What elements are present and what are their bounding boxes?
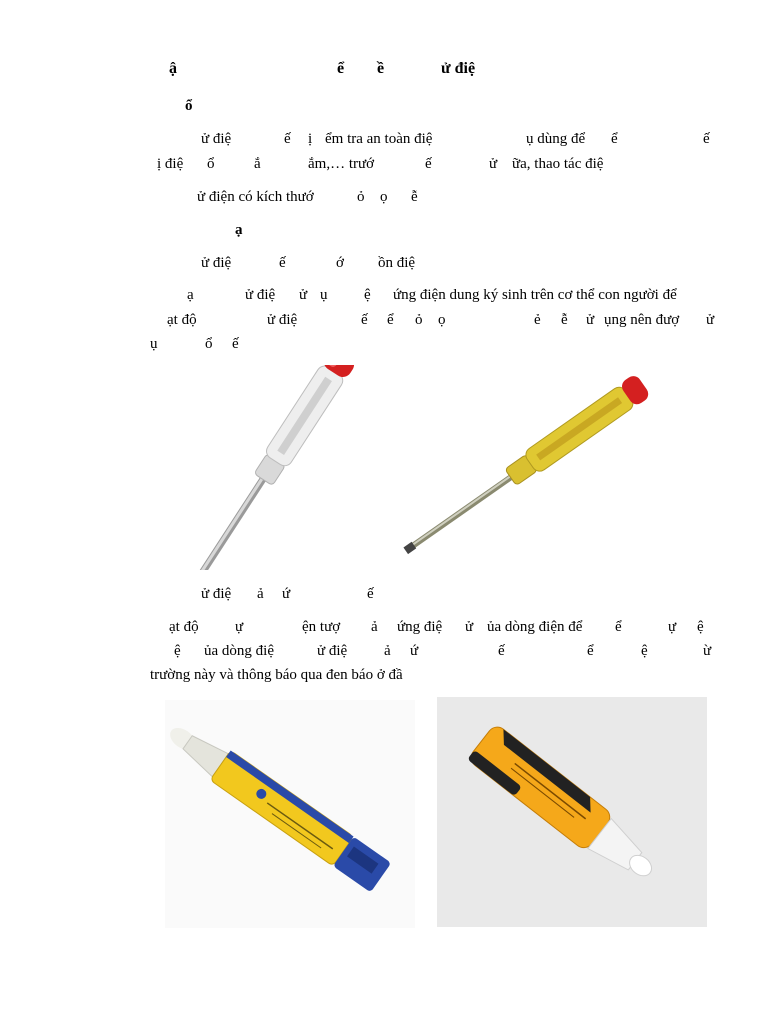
text-fragment: ụ dùng để xyxy=(526,131,586,147)
text-fragment: ạ xyxy=(187,287,194,303)
text-fragment: ẻ xyxy=(534,312,541,328)
text-fragment: ử điệ xyxy=(245,287,276,303)
text-fragment: ểm tra an toàn điệ xyxy=(325,131,433,147)
text-fragment: ổ xyxy=(205,336,213,352)
text-fragment: ắ xyxy=(254,156,261,172)
text-fragment: ụng nên đượ xyxy=(604,312,680,328)
text-fragment: ổ xyxy=(207,156,215,172)
text-fragment: ủa dòng điện để xyxy=(487,619,583,635)
text-fragment: ế xyxy=(703,131,710,147)
text-fragment: ị điệ xyxy=(157,156,184,172)
text-fragment: ế xyxy=(367,586,374,602)
title-fragment-1: ậ xyxy=(169,60,177,77)
yellow-screwdriver-tester-image xyxy=(395,370,665,560)
text-fragment: ủa dòng điệ xyxy=(204,643,274,659)
text-fragment: ế xyxy=(284,131,291,147)
text-fragment: ọ xyxy=(438,312,446,328)
text-fragment: ụ xyxy=(150,336,158,352)
text-fragment: ự xyxy=(668,619,677,635)
text-fragment: ể xyxy=(611,131,618,147)
text-fragment: ọ xyxy=(380,189,388,205)
text-fragment: ả xyxy=(257,586,264,602)
orange-black-voltage-pen-image xyxy=(437,697,707,927)
text-fragment: ị xyxy=(308,131,313,147)
text-fragment: ế xyxy=(279,255,286,271)
text-fragment: ử xyxy=(706,312,715,328)
text-fragment: ỏ xyxy=(357,189,365,205)
text-fragment: ế xyxy=(425,156,432,172)
text-fragment: ử xyxy=(299,287,308,303)
yellow-blue-voltage-pen-image xyxy=(165,700,415,928)
text-fragment: ệ xyxy=(641,643,648,659)
text-fragment: ỏ xyxy=(415,312,423,328)
text-fragment: ử xyxy=(489,156,498,172)
text-fragment: ử xyxy=(586,312,595,328)
text-fragment: ệ xyxy=(364,287,371,303)
section-heading-1: ổ xyxy=(185,98,193,114)
text-fragment: ồn điệ xyxy=(378,255,416,271)
text-fragment: ử điện có kích thướ xyxy=(197,189,314,205)
text-fragment: ử điệ xyxy=(317,643,348,659)
text-fragment: ế xyxy=(498,643,505,659)
text-fragment: ện tượ xyxy=(302,619,341,635)
section-heading-2: ạ xyxy=(235,222,243,238)
text-fragment: ứng điện dung ký sinh trên cơ thể con người để xyxy=(393,287,677,303)
text-fragment: ử điệ xyxy=(201,255,232,271)
text-fragment: ế xyxy=(232,336,239,352)
text-fragment: ễ xyxy=(411,189,418,205)
text-fragment: ệ xyxy=(174,643,181,659)
text-fragment: ả xyxy=(384,643,391,659)
title-fragment-2: ể xyxy=(337,60,345,77)
text-fragment: ử điệ xyxy=(267,312,298,328)
text-fragment: ữa, thao tác điệ xyxy=(512,156,604,172)
clear-screwdriver-tester-image xyxy=(160,365,390,570)
text-fragment: ễ xyxy=(561,312,568,328)
text-fragment: ế xyxy=(361,312,368,328)
text-fragment: ử điệ xyxy=(201,131,232,147)
title-fragment-3: ề xyxy=(377,60,385,77)
text-fragment: ừ xyxy=(703,643,712,659)
text-fragment: ể xyxy=(387,312,394,328)
text-fragment: ể xyxy=(587,643,594,659)
text-fragment: ứ xyxy=(282,586,291,602)
text-fragment: ụ xyxy=(320,287,328,303)
text-fragment: ạt độ xyxy=(167,312,197,328)
text-fragment: ể xyxy=(615,619,622,635)
title-fragment-4: ử điệ xyxy=(441,60,476,77)
text-fragment: ứ xyxy=(410,643,419,659)
text-fragment: ả xyxy=(371,619,378,635)
text-fragment: ớ xyxy=(336,255,344,271)
text-fragment: ệ xyxy=(697,619,704,635)
text-fragment: ứng điệ xyxy=(397,619,443,635)
text-fragment: ự xyxy=(235,619,244,635)
text-fragment: trường này và thông báo qua đen báo ở đầ xyxy=(150,667,403,683)
text-fragment: ử xyxy=(465,619,474,635)
text-fragment: ắm,… trướ xyxy=(308,156,375,172)
text-fragment: ử điệ xyxy=(201,586,232,602)
text-fragment: ạt độ xyxy=(169,619,199,635)
